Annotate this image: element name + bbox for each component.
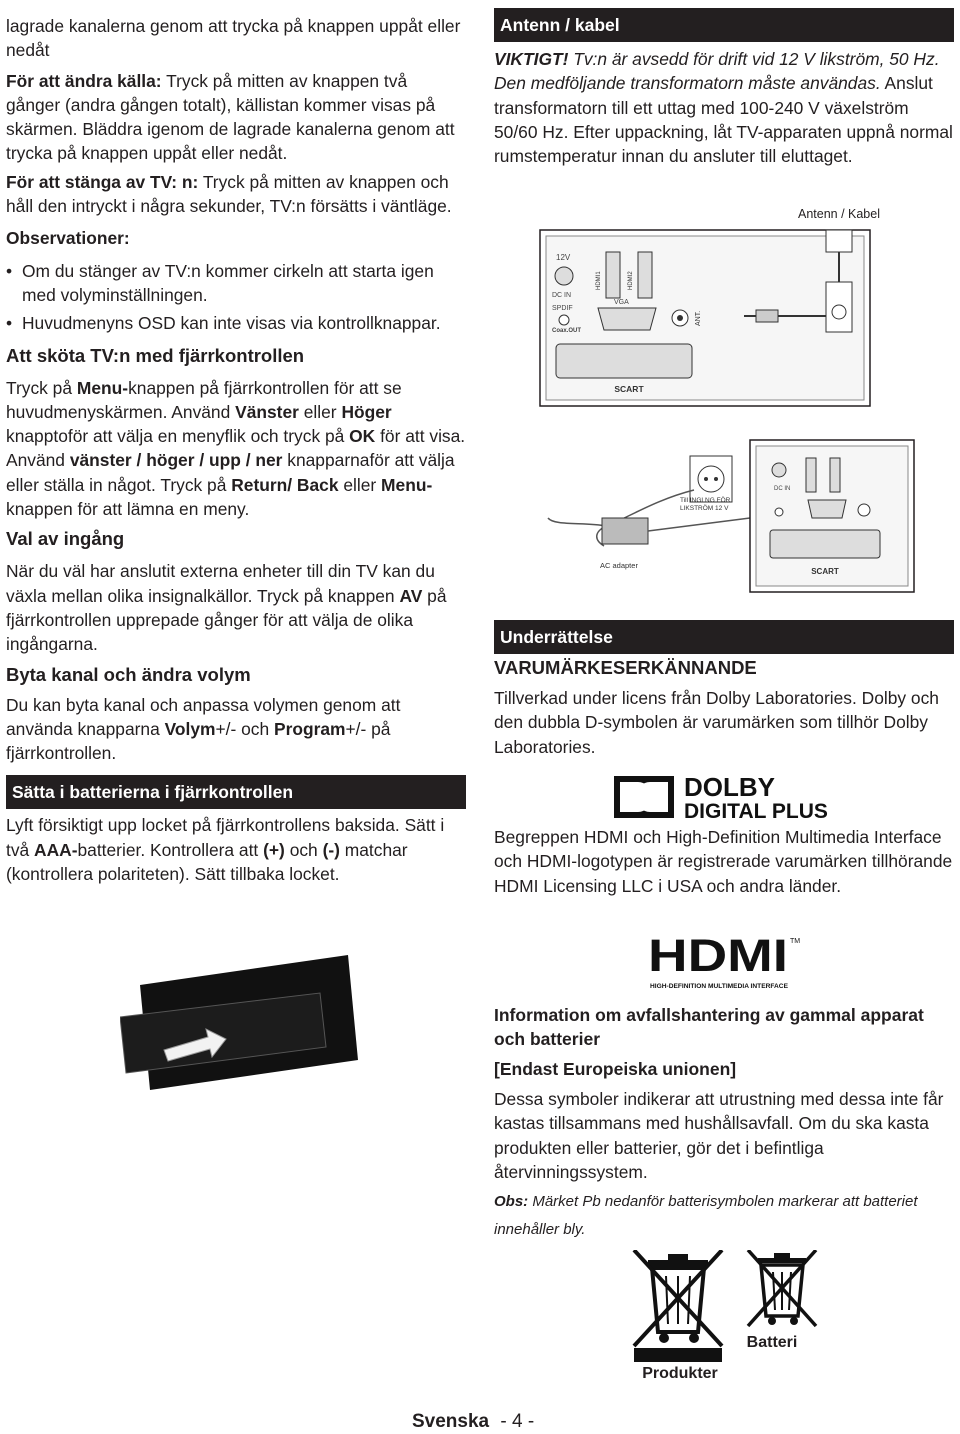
text: knapptoför att välja en menyflik och tryck på — [6, 426, 350, 447]
text: Vänster — [235, 401, 299, 422]
battery-label: Batteri — [746, 1334, 798, 1351]
observations-heading: Observationer: — [6, 228, 130, 249]
hdmi-logo — [648, 933, 803, 993]
channel-paragraph — [6, 693, 466, 766]
text: och — [284, 839, 323, 860]
text: AAA- — [34, 839, 78, 860]
text: Volym — [164, 718, 216, 739]
text: matchar (kontrollera polariteten). Sätt tillbaka locket. — [6, 839, 408, 885]
observation-item: • Om du stänger av TV:n kommer cirkeln att starta igen med volyminställningen. — [6, 259, 466, 308]
channel-heading: Byta kanal och ändra volym — [6, 663, 251, 685]
text: +/- på fjärrkontrollen. — [6, 718, 391, 764]
remote-battery-illustration — [120, 955, 360, 1105]
dolby-subtitle: DIGITAL PLUS — [684, 800, 828, 822]
input-heading: Val av ingång — [6, 528, 125, 550]
text: batterier. Kontrollera att — [77, 839, 264, 860]
text: Return/ Back — [231, 474, 339, 495]
label-ac-adapter: AC adapter — [600, 561, 638, 570]
obs-paragraph — [494, 1188, 954, 1244]
notice-section-bar: Underrättelse — [494, 620, 954, 654]
text: Menu- — [381, 474, 433, 495]
text: Du kan byta kanal och anpassa volymen genom att använda knapparna — [6, 694, 401, 739]
page-footer — [412, 1411, 534, 1433]
text: Lyft försiktigt upp locket på fjärrkontrollens baksida. Sätt i två — [6, 815, 445, 860]
important-paragraph — [494, 47, 954, 168]
svg-text:DC IN: DC IN — [774, 486, 791, 492]
waste-bin-icons — [620, 1250, 840, 1390]
label-hdmi2: HDMI2 — [628, 271, 634, 290]
crossed-bin-icon — [634, 1250, 722, 1362]
antenna-section-bar: Antenn / kabel — [494, 8, 954, 42]
text: eller — [338, 474, 382, 495]
connection-diagram — [494, 200, 934, 600]
text: Menu- — [76, 377, 129, 398]
source-label: För att ändra källa: — [6, 70, 162, 91]
label-12v: 12V — [556, 253, 571, 262]
text: (-) — [322, 839, 340, 860]
label-spdif: SPDIF — [552, 305, 573, 312]
footer-language: Svenska — [412, 1411, 490, 1432]
source-paragraph — [6, 69, 466, 166]
off-label: För att stänga av TV: n: — [6, 171, 199, 192]
crossed-bin-battery-icon — [748, 1250, 816, 1326]
remote-paragraph — [6, 376, 466, 522]
off-text: Tryck på mitten av knappen och håll den intryckt i några sekunder, TV:n försätts i väntläge. — [6, 171, 452, 217]
left-column — [6, 0, 466, 886]
text: +/- och — [215, 718, 274, 739]
hdmi-wordmark: HDMI — [648, 933, 788, 981]
label-hdmi1: HDMI1 — [596, 271, 602, 290]
label-ant: ANT. — [695, 310, 702, 326]
text: eller — [298, 401, 342, 422]
source-text: Tryck på mitten av knappen två gånger (andra gången totalt), källistan kommer visas på skärmen. Bläddra igenom de lagrade kanalerna genom att trycka på knappen uppåt eller nedåt. — [6, 70, 455, 164]
label-dc-note-line1: Till INGLNG FÖR — [680, 497, 731, 504]
right-column-lower — [494, 620, 954, 759]
text: vänster / höger / upp / ner — [69, 450, 283, 471]
waste-block — [494, 1003, 954, 1244]
label-coax-out: Coax.OUT — [552, 328, 582, 334]
text: AV — [399, 585, 423, 606]
hdmi-text-block — [494, 825, 954, 898]
text: (+) — [263, 839, 285, 860]
text: OK — [349, 426, 376, 447]
text: knappen för att lämna en meny. — [6, 499, 250, 520]
battery-paragraph — [6, 813, 466, 886]
obs-label: Obs: — [494, 1193, 529, 1211]
antenna-cable-label: Antenn / Kabel — [797, 207, 881, 221]
label-scart: SCART — [614, 384, 644, 394]
remote-heading: Att sköta TV:n med fjärrkontrollen — [6, 344, 305, 366]
page-number: - 4 - — [500, 1411, 535, 1432]
input-paragraph — [6, 559, 466, 656]
trademark-heading: VARUMÄRKESERKÄNNANDE — [494, 657, 757, 678]
text: Program — [273, 718, 346, 739]
text: på fjärrkontrollen upprepade gånger för att välja de olika ingångarna. — [6, 585, 447, 655]
label-vga: VGA — [614, 299, 629, 306]
observation-item: • Huvudmenyns OSD kan inte visas via kontrollknappar. — [6, 311, 466, 335]
text: för att visa. Använd — [6, 426, 466, 471]
hdmi-tm: TM — [790, 938, 801, 945]
off-paragraph — [6, 170, 466, 219]
label-dc-note-line2: LIKSTRÖM 12 V — [680, 505, 729, 512]
hdmi-subtitle: HIGH-DEFINITION MULTIMEDIA INTERFACE — [650, 983, 789, 990]
dolby-wordmark: DOLBY — [684, 772, 775, 802]
important-label: VIKTIGT! — [494, 49, 569, 69]
waste-paragraph: Dessa symboler indikerar att utrustning med dessa inte får kastas tillsammans med hushållsavfall. Om du ska kasta produkten eller batterier, gör det i befintliga återvinningssystem. — [494, 1089, 944, 1182]
text: Tryck på — [6, 377, 77, 398]
label-dc-in: DC IN — [552, 292, 572, 299]
dolby-logo — [614, 772, 834, 822]
battery-section-bar: Sätta i batterierna i fjärrkontrollen — [6, 775, 466, 809]
hdmi-paragraph: Begreppen HDMI och High-Definition Multimedia Interface och HDMI-logotypen är registrerade varumärken tillhörande HDMI Licensing LLC i USA och andra länder. — [494, 827, 953, 896]
text: Tv:n är avsedd för drift vid 12 V likström, 50 Hz. Den medföljande transformatorn måste användas. — [494, 49, 940, 94]
text: Anslut transformatorn till ett uttag med 100-240 V växelström 50/60 Hz. Efter uppackning, låt TV-apparaten uppnå normal rumstemperatur innan du ansluter till eluttaget. — [494, 73, 953, 167]
obs-text: Märket Pb nedanför batterisymbolen markerar att batteriet innehåller bly. — [494, 1193, 918, 1239]
text: När du väl har anslutit externa enheter till din TV kan du växla mellan olika insignalkällor. Tryck på knappen — [6, 561, 435, 606]
eu-heading: [Endast Europeiska unionen] — [494, 1059, 737, 1079]
svg-text:SCART: SCART — [811, 567, 839, 576]
text: knapparnaför att välja eller ställa in något. Tryck på — [6, 450, 455, 495]
dolby-paragraph: Tillverkad under licens från Dolby Laboratories. Dolby och den dubbla D-symbolen är varumärken som tillhör Dolby Laboratories. — [494, 688, 939, 757]
right-column — [494, 0, 954, 168]
intro-text: lagrade kanalerna genom att trycka på knappen uppåt eller nedåt — [6, 16, 461, 61]
waste-heading: Information om avfallshantering av gammal apparat och batterier — [494, 1005, 924, 1049]
text: knappen på fjärrkontrollen för att se huvudmenyskärmen. Använd — [6, 377, 402, 422]
products-label: Produkter — [642, 1365, 718, 1382]
text: Höger — [341, 401, 392, 422]
